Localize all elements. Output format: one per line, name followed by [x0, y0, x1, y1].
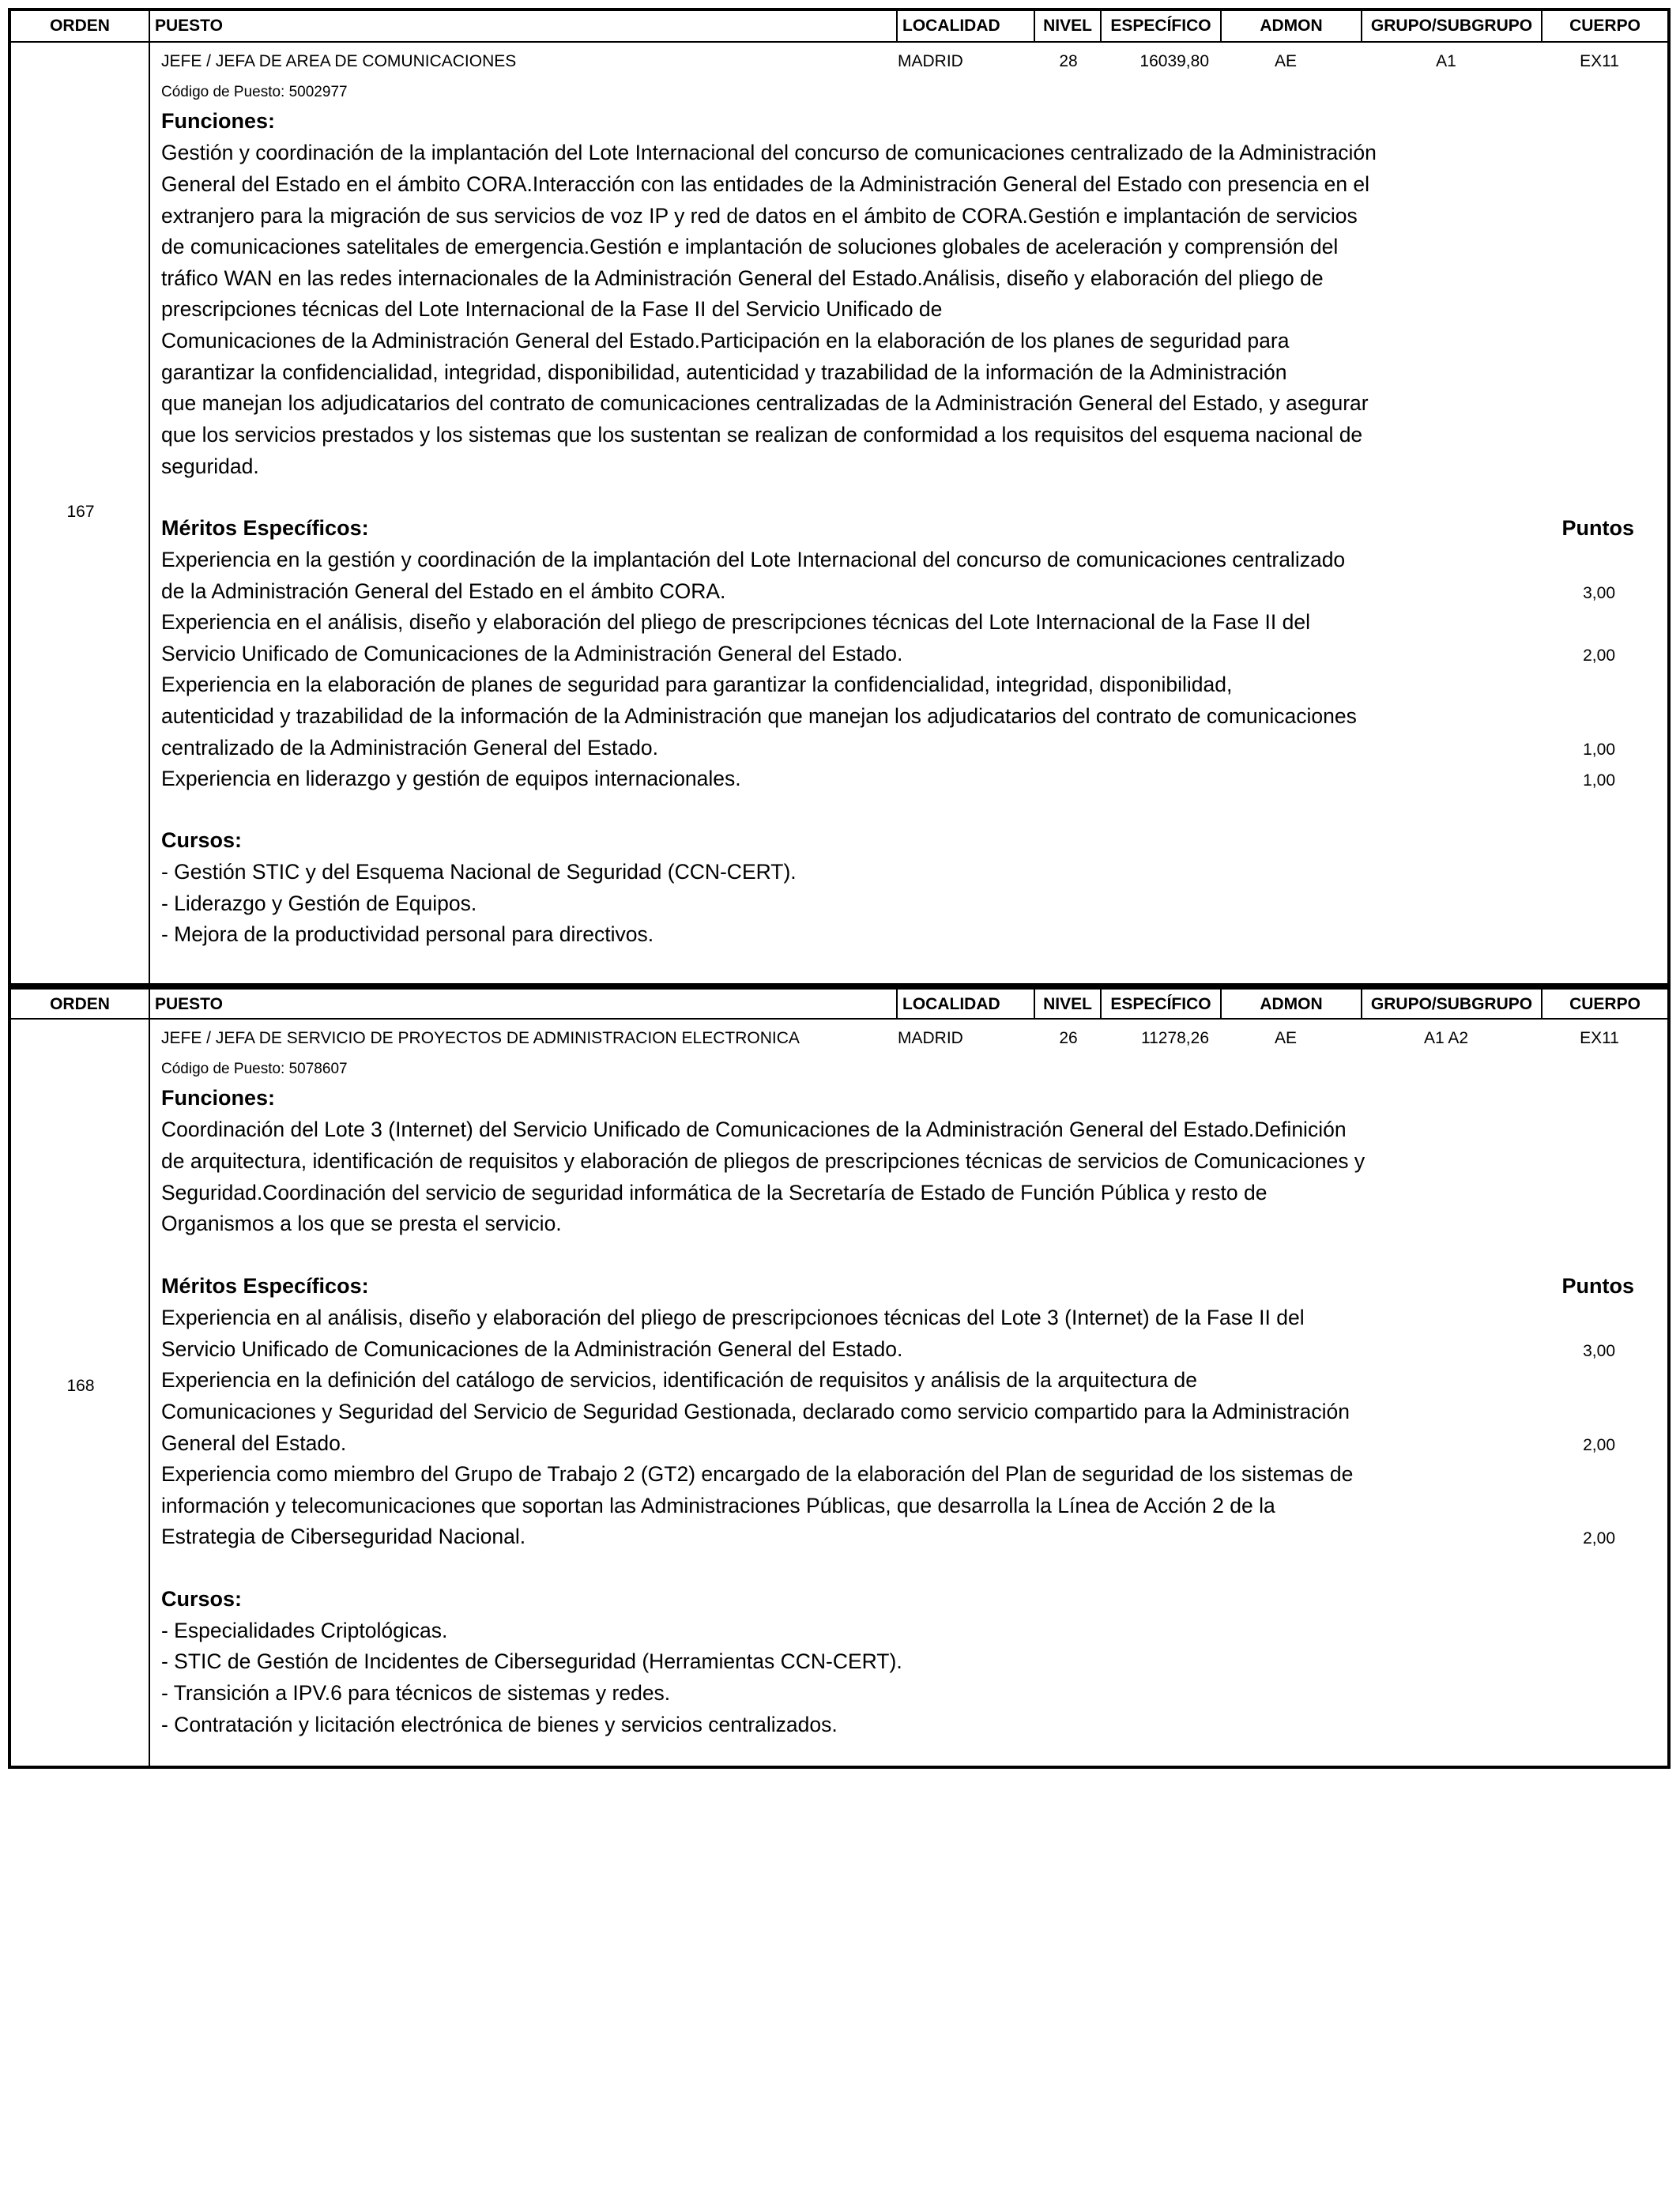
orden-number: 168: [66, 1377, 95, 1395]
header-especifico: ESPECÍFICO: [1102, 990, 1222, 1020]
funciones-heading: Funciones:: [161, 1086, 276, 1110]
nivel-value: 26: [1059, 1029, 1078, 1047]
cuerpo-value: EX11: [1580, 52, 1619, 70]
puntos-heading: Puntos: [1561, 516, 1634, 540]
merito-line: autenticidad y trazabilidad de la información de la Administración que manejan los adjudicatarios del contrato de comunicaciones: [161, 704, 1357, 728]
table-header-row: [11, 986, 1667, 1020]
puesto-title: JEFE / JEFA DE AREA DE COMUNICACIONES: [161, 52, 517, 70]
text-line: extranjero para la migración de sus servicios de voz IP y red de datos en el ámbito de CORA.Gestión e implantación de servicios: [161, 204, 1358, 228]
puntos-heading: Puntos: [1561, 1274, 1634, 1298]
puntos-value: 1,00: [1583, 771, 1615, 790]
meritos-heading: Méritos Específicos:: [161, 516, 369, 540]
curso-item: - Especialidades Criptológicas.: [161, 1619, 448, 1642]
orden-column: [11, 1020, 150, 1766]
merito-line: General del Estado.: [161, 1431, 347, 1455]
grupo-value: A1 A2: [1423, 1029, 1469, 1047]
text-line: de arquitectura, identificación de requisitos y elaboración de pliegos de prescripciones técnicas de servicios de Comunicaciones y: [161, 1149, 1365, 1173]
header-localidad: LOCALIDAD: [898, 11, 1035, 41]
puntos-value: 2,00: [1583, 647, 1615, 665]
curso-item: - Gestión STIC y del Esquema Nacional de Seguridad (CCN-CERT).: [161, 860, 797, 884]
admon-value: AE: [1274, 1029, 1297, 1047]
curso-item: - Liderazgo y Gestión de Equipos.: [161, 892, 477, 915]
text-line: prescripciones técnicas del Lote Internacional de la Fase II del Servicio Unificado de: [161, 297, 943, 321]
header-puesto: PUESTO: [150, 11, 898, 41]
curso-item: - Contratación y licitación electrónica de bienes y servicios centralizados.: [161, 1713, 838, 1736]
header-orden: ORDEN: [11, 990, 150, 1020]
puntos-value: 3,00: [1583, 584, 1615, 602]
header-cuerpo: CUERPO: [1569, 995, 1640, 1013]
header-especifico: ESPECÍFICO: [1102, 11, 1222, 41]
curso-item: - Mejora de la productividad personal para directivos.: [161, 922, 654, 946]
header-localidad: LOCALIDAD: [898, 990, 1035, 1020]
merito-line: Experiencia en la elaboración de planes de seguridad para garantizar la confidencialidad, integridad, disponibilidad,: [161, 673, 1233, 696]
merito-line: Experiencia en el análisis, diseño y elaboración del pliego de prescripciones técnicas del Lote Internacional de la Fase II del: [161, 610, 1310, 634]
curso-item: - Transición a IPV.6 para técnicos de sistemas y redes.: [161, 1681, 671, 1705]
text-line: Organismos a los que se presta el servicio.: [161, 1212, 562, 1235]
puntos-value: 2,00: [1583, 1529, 1615, 1547]
merito-line: Experiencia en al análisis, diseño y elaboración del pliego de prescripcionoes técnicas del Lote 3 (Internet) de la Fase II del: [161, 1306, 1305, 1329]
meritos-heading: Méritos Específicos:: [161, 1274, 369, 1298]
localidad-value: MADRID: [898, 52, 963, 70]
especifico-value: 11278,26: [1140, 1029, 1209, 1047]
header-admon: ADMON: [1222, 11, 1362, 41]
grupo-value: A1: [1436, 52, 1456, 70]
puntos-value: 2,00: [1583, 1436, 1615, 1454]
orden-number: 167: [66, 503, 95, 521]
orden-column: [11, 43, 150, 983]
document-sheet: [8, 8, 1671, 1769]
header-grupo: GRUPO/SUBGRUPO: [1362, 11, 1543, 41]
entry-body: [11, 1020, 1667, 1766]
cursos-heading: Cursos:: [161, 828, 243, 852]
text-line: que los servicios prestados y los sistemas que los sustentan se realizan de conformidad a los requisitos del esquema nacional de: [161, 423, 1363, 447]
funciones-heading: Funciones:: [161, 109, 276, 133]
text-line: Seguridad.Coordinación del servicio de seguridad informática de la Secretaría de Estado de Función Pública y resto de: [161, 1181, 1268, 1204]
header-cuerpo: CUERPO: [1569, 17, 1640, 35]
text-line: que manejan los adjudicatarios del contrato de comunicaciones centralizadas de la Administración General del Estado, y asegurar: [161, 391, 1369, 415]
merito-line: Servicio Unificado de Comunicaciones de la Administración General del Estado.: [161, 1337, 903, 1361]
merito-line: Estrategia de Ciberseguridad Nacional.: [161, 1525, 526, 1548]
admon-value: AE: [1274, 52, 1297, 70]
merito-line: Servicio Unificado de Comunicaciones de la Administración General del Estado.: [161, 642, 903, 665]
text-line: General del Estado en el ámbito CORA.Interacción con las entidades de la Administración General del Estado con presencia en el: [161, 172, 1370, 196]
entry-block: [8, 8, 1671, 986]
merito-line: Experiencia en la definición del catálogo de servicios, identificación de requisitos y análisis de la arquitectura de: [161, 1368, 1198, 1392]
merito-line: Comunicaciones y Seguridad del Servicio de Seguridad Gestionada, declarado como servicio compartido para la Administración: [161, 1400, 1350, 1423]
text-line: Coordinación del Lote 3 (Internet) del Servicio Unificado de Comunicaciones de la Administración General del Estado.Definición: [161, 1118, 1347, 1141]
text-line: Gestión y coordinación de la implantación del Lote Internacional del concurso de comunicaciones centralizado de la Administración: [161, 141, 1377, 164]
merito-line: Experiencia en liderazgo y gestión de equipos internacionales.: [161, 767, 741, 790]
text-line: de comunicaciones satelitales de emergencia.Gestión e implantación de soluciones globales de aceleración y comprensión del: [161, 235, 1339, 258]
localidad-value: MADRID: [898, 1029, 963, 1047]
puntos-value: 3,00: [1583, 1342, 1615, 1360]
merito-line: de la Administración General del Estado en el ámbito CORA.: [161, 579, 726, 603]
header-puesto: PUESTO: [150, 990, 898, 1020]
text-line: seguridad.: [161, 454, 259, 478]
text-line: garantizar la confidencialidad, integridad, disponibilidad, autenticidad y trazabilidad de la información de la Administración: [161, 360, 1287, 384]
merito-line: centralizado de la Administración General del Estado.: [161, 736, 658, 760]
puntos-value: 1,00: [1583, 741, 1615, 759]
merito-line: Experiencia como miembro del Grupo de Trabajo 2 (GT2) encargado de la elaboración del Plan de seguridad de los sistemas de: [161, 1462, 1354, 1486]
nivel-value: 28: [1059, 52, 1078, 70]
header-grupo: GRUPO/SUBGRUPO: [1362, 990, 1543, 1020]
text-line: Comunicaciones de la Administración General del Estado.Participación en la elaboración de los planes de seguridad para: [161, 329, 1290, 352]
header-nivel: NIVEL: [1035, 990, 1102, 1020]
entry-block: [8, 986, 1671, 1769]
codigo-puesto: Código de Puesto: 5078607: [161, 1061, 348, 1077]
header-admon: ADMON: [1222, 990, 1362, 1020]
especifico-value: 16039,80: [1139, 52, 1209, 70]
codigo-puesto: Código de Puesto: 5002977: [161, 84, 348, 100]
text-line: tráfico WAN en las redes internacionales de la Administración General del Estado.Análisis, diseño y elaboración del pliego de: [161, 266, 1324, 290]
merito-line: Experiencia en la gestión y coordinación de la implantación del Lote Internacional del concurso de comunicaciones centralizado: [161, 548, 1346, 571]
header-nivel: NIVEL: [1035, 11, 1102, 41]
puesto-title: JEFE / JEFA DE SERVICIO DE PROYECTOS DE ADMINISTRACION ELECTRONICA: [161, 1029, 800, 1047]
table-header-row: [11, 11, 1667, 43]
entry-body: [11, 43, 1667, 983]
header-orden: ORDEN: [11, 11, 150, 41]
cuerpo-value: EX11: [1580, 1029, 1619, 1047]
cursos-heading: Cursos:: [161, 1587, 243, 1611]
merito-line: información y telecomunicaciones que soportan las Administraciones Públicas, que desarrolla la Línea de Acción 2 de la: [161, 1494, 1275, 1517]
curso-item: - STIC de Gestión de Incidentes de Ciberseguridad (Herramientas CCN-CERT).: [161, 1649, 902, 1673]
